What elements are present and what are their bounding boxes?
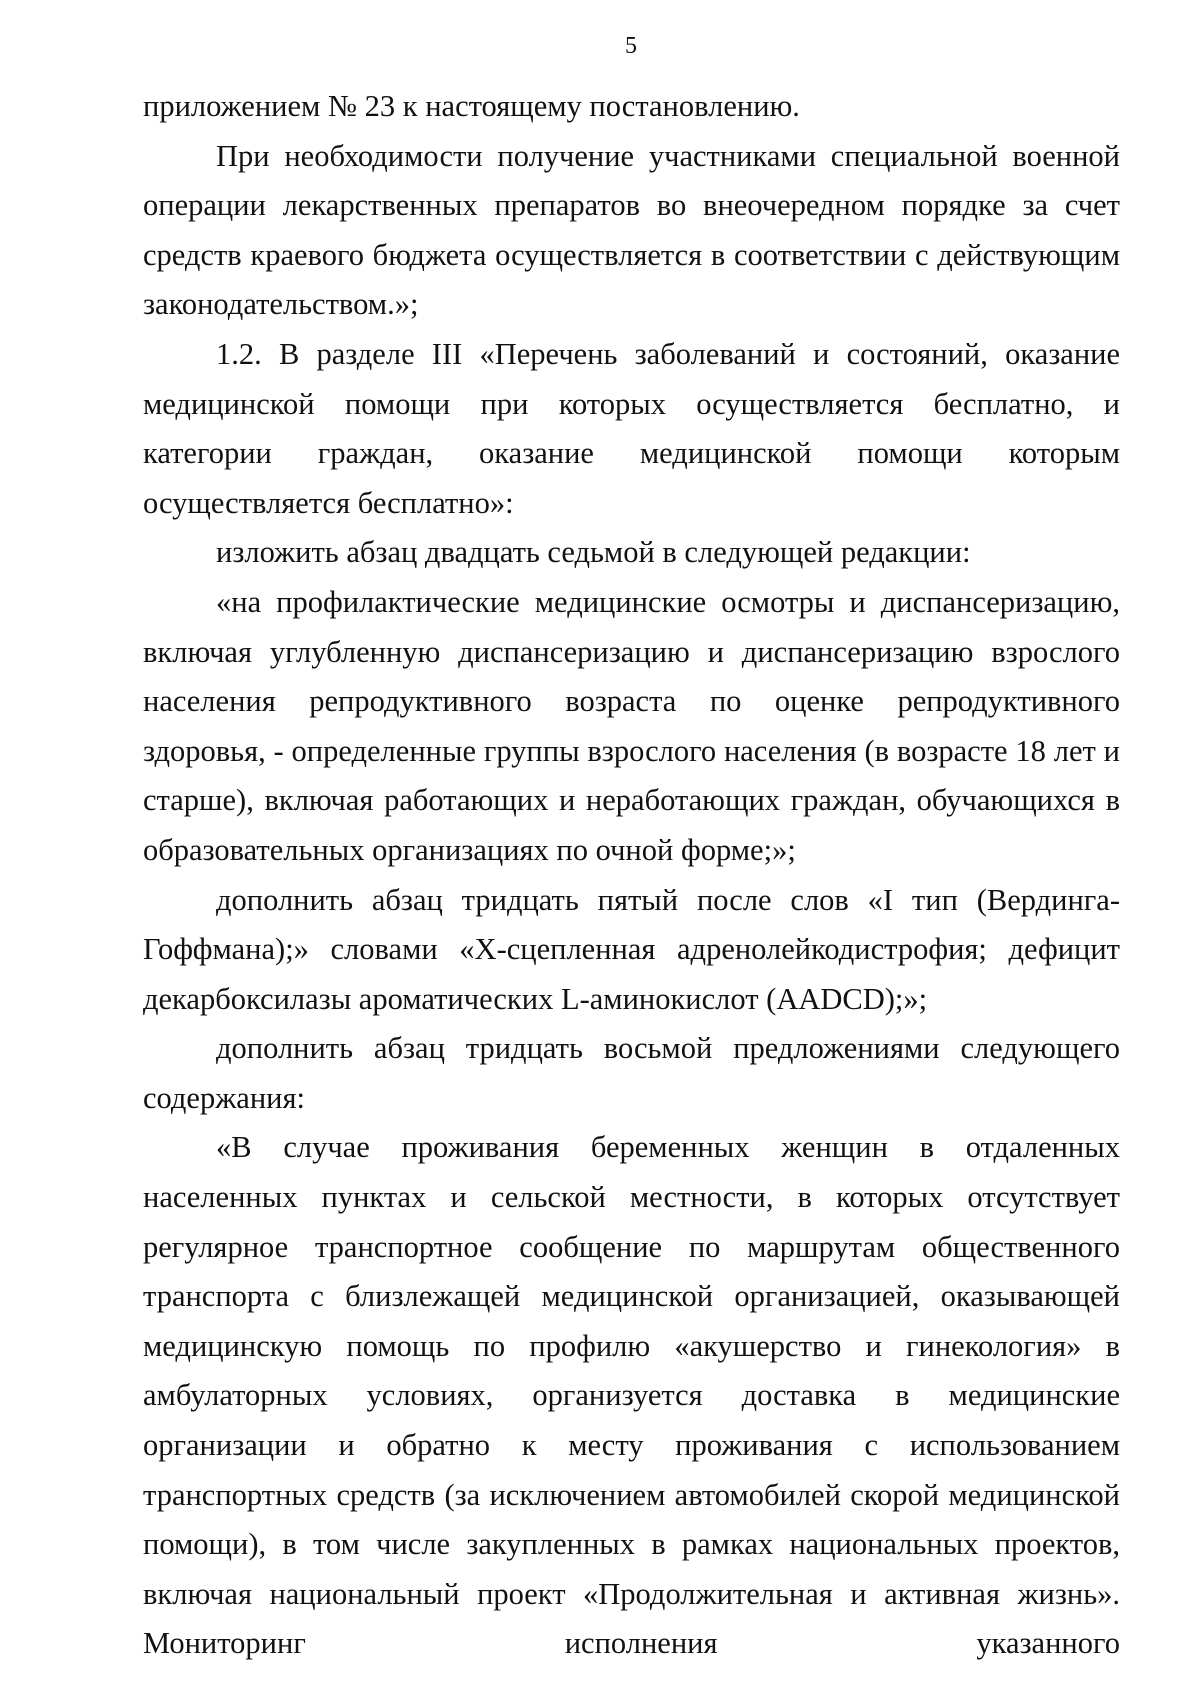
page-number: 5: [625, 33, 637, 59]
paragraph-section-iii: 1.2. В разделе III «Перечень заболеваний и состояний, оказание медицинской помощи при которых осуществляется бесплатно, и категории граждан, оказание медицинской помощи которым осуществляется бесплатно»:: [143, 336, 1120, 520]
paragraph-continuation: приложением № 23 к настоящему постановлению.: [143, 89, 800, 123]
document-body: [143, 82, 1120, 1669]
paragraph-amend-27: изложить абзац двадцать седьмой в следующей редакции:: [216, 535, 971, 570]
paragraph-amend-38: дополнить абзац тридцать восьмой предложениями следующего содержания:: [143, 1031, 1120, 1115]
paragraph-medicines-svo: При необходимости получение участниками специальной военной операции лекарственных препаратов во внеочередном порядке за счет средств краевого бюджета осуществляется в соответствии с действующим законодательством.»;: [143, 138, 1120, 322]
paragraph-preventive-exams: «на профилактические медицинские осмотры и диспансеризацию, включая углубленную диспансеризацию и диспансеризацию взрослого населения репродуктивного возраста по оценке репродуктивного здоровья, - определенные группы взрослого населения (в возрасте 18 лет и старше), включая работающих и неработающих граждан, обучающихся в образовательных организациях по очной форме;»;: [143, 584, 1120, 867]
paragraph-amend-35: дополнить абзац тридцать пятый после слов «I тип (Вердинга-Гоффмана);» словами «X-сцепленная адренолейкодистрофия; дефицит декарбоксилазы ароматических L-аминокислот (AADCD);»;: [143, 882, 1120, 1016]
paragraph-pregnant-transport: «В случае проживания беременных женщин в отдаленных населенных пунктах и сельской местности, в которых отсутствует регулярное транспортное сообщение по маршрутам общественного транспорта с близлежащей медицинской организацией, оказывающей медицинскую помощь по профилю «акушерство и гинекология» в амбулаторных условиях, организуется доставка в медицинские организации и обратно к месту проживания с использованием транспортных средств (за исключением автомобилей скорой медицинской помощи), в том числе закупленных в рамках национальных проектов, включая национальный проект «Продолжительная и активная жизнь». Мониторинг исполнения указанного: [143, 1130, 1120, 1661]
